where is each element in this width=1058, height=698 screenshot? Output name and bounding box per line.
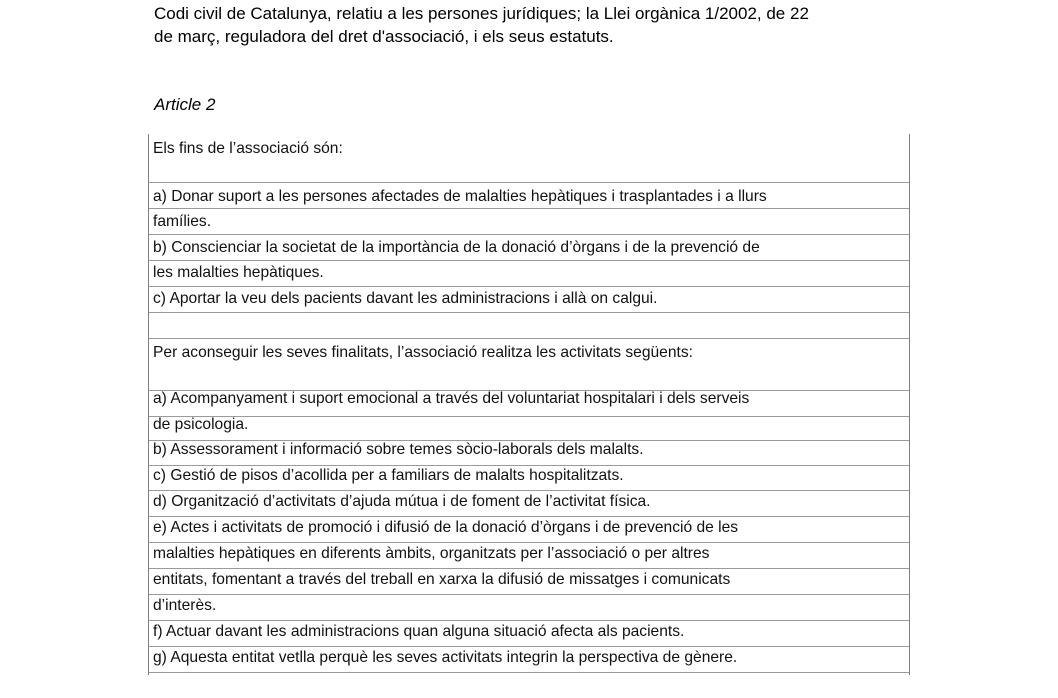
table-row xyxy=(149,594,909,620)
table-line: Els fins de l’associació són: xyxy=(153,140,343,157)
table-line: f) Actuar davant les administracions quan alguna situació afecta als pacients. xyxy=(153,623,685,640)
table-line: b) Assessorament i informació sobre temes sòcio-laborals dels malalts. xyxy=(153,441,644,458)
table-row xyxy=(149,416,909,442)
table-line: d’interès. xyxy=(153,597,217,614)
table-row xyxy=(149,208,909,234)
table-line: famílies. xyxy=(153,213,212,230)
table-line: malalties hepàtiques en diferents àmbits, organitzats per l’associació o per altres xyxy=(153,545,710,562)
article-heading: Article 2 xyxy=(154,95,216,114)
table-line: a) Acompanyament i suport emocional a través del voluntariat hospitalari i dels serveis xyxy=(153,390,750,407)
table-line: a) Donar suport a les persones afectades de malalties hepàtiques i trasplantades i a llurs xyxy=(153,188,767,205)
intro-paragraph xyxy=(154,2,924,48)
table-line: d) Organització d’activitats d’ajuda mútua i de foment de l’activitat física. xyxy=(153,493,651,510)
table-line: de psicologia. xyxy=(153,416,249,433)
table-line: e) Actes i activitats de promoció i difusió de la donació d’òrgans i de prevenció de les xyxy=(153,519,739,536)
table-line: entitats, fomentant a través del treball en xarxa la difusió de missatges i comunicats xyxy=(153,571,731,588)
table-line: Per aconseguir les seves finalitats, l’associació realitza les activitats següents: xyxy=(153,344,693,361)
table-line: g) Aquesta entitat vetlla perquè les seves activitats integrin la perspectiva de gènere. xyxy=(153,649,738,666)
text-table xyxy=(148,134,910,675)
table-line: les malalties hepàtiques. xyxy=(153,264,324,281)
table-line: c) Gestió de pisos d’acollida per a familiars de malalts hospitalitzats. xyxy=(153,467,624,484)
intro-line: de març, reguladora del dret d'associació, i els seus estatuts. xyxy=(154,27,614,46)
table-line: b) Conscienciar la societat de la importància de la donació d’òrgans i de la prevenció de xyxy=(153,239,760,256)
table-row xyxy=(149,312,909,338)
table-line: c) Aportar la veu dels pacients davant les administracions i allà on calgui. xyxy=(153,290,658,307)
table-row xyxy=(149,672,909,698)
intro-line: Codi civil de Catalunya, relatiu a les persones jurídiques; la Llei orgànica 1/2002, de 22 xyxy=(154,4,809,23)
